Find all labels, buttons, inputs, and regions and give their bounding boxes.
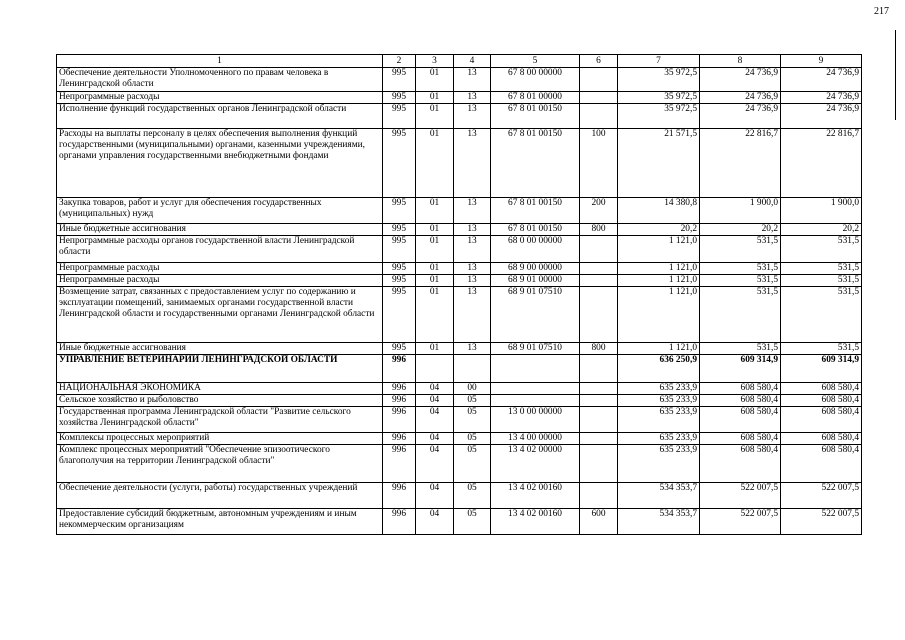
column-header-5: 5 xyxy=(491,55,580,68)
amount-col7: 635 233,9 xyxy=(618,395,700,407)
amount-col7: 1 121,0 xyxy=(618,275,700,287)
section-code: 01 xyxy=(416,104,454,129)
expense-type xyxy=(580,275,618,287)
expense-type xyxy=(580,355,618,383)
section-code: 04 xyxy=(416,395,454,407)
subsection-code: 05 xyxy=(454,483,491,509)
expense-type xyxy=(580,236,618,263)
admin-code: 995 xyxy=(383,275,416,287)
amount-col9: 522 007,5 xyxy=(781,509,862,535)
target-article: 13 0 00 00000 xyxy=(491,407,580,433)
amount-col8: 608 580,4 xyxy=(700,395,781,407)
amount-col8: 24 736,9 xyxy=(700,68,781,92)
subsection-code: 13 xyxy=(454,287,491,343)
amount-col7: 14 380,8 xyxy=(618,198,700,224)
admin-code: 996 xyxy=(383,407,416,433)
table-body xyxy=(57,68,862,535)
section-code: 01 xyxy=(416,129,454,198)
amount-col9: 608 580,4 xyxy=(781,383,862,395)
admin-code: 995 xyxy=(383,104,416,129)
column-header-6: 6 xyxy=(580,55,618,68)
section-code: 01 xyxy=(416,263,454,275)
amount-col8: 531,5 xyxy=(700,275,781,287)
column-header-4: 4 xyxy=(454,55,491,68)
admin-code: 995 xyxy=(383,343,416,355)
subsection-code: 05 xyxy=(454,445,491,483)
subsection-code: 05 xyxy=(454,407,491,433)
amount-col8: 22 816,7 xyxy=(700,129,781,198)
row-name: Предоставление субсидий бюджетным, автономным учреждениям и иным некоммерческим организациям xyxy=(57,509,383,535)
amount-col7: 21 571,5 xyxy=(618,129,700,198)
amount-col7: 1 121,0 xyxy=(618,236,700,263)
section-code: 04 xyxy=(416,445,454,483)
amount-col7: 1 121,0 xyxy=(618,263,700,275)
subsection-code: 05 xyxy=(454,509,491,535)
admin-code: 996 xyxy=(383,355,416,383)
subsection-code: 13 xyxy=(454,263,491,275)
amount-col7: 1 121,0 xyxy=(618,287,700,343)
admin-code: 995 xyxy=(383,263,416,275)
target-article: 68 9 01 00000 xyxy=(491,275,580,287)
expense-type: 800 xyxy=(580,224,618,236)
amount-col9: 608 580,4 xyxy=(781,395,862,407)
amount-col7: 534 353,7 xyxy=(618,483,700,509)
admin-code: 996 xyxy=(383,445,416,483)
expense-type xyxy=(580,263,618,275)
row-name: НАЦИОНАЛЬНАЯ ЭКОНОМИКА xyxy=(57,383,383,395)
amount-col8: 24 736,9 xyxy=(700,104,781,129)
amount-col7: 1 121,0 xyxy=(618,343,700,355)
amount-col7: 35 972,5 xyxy=(618,68,700,92)
table-row xyxy=(57,395,862,407)
amount-col7: 635 233,9 xyxy=(618,445,700,483)
column-header-1: 1 xyxy=(57,55,383,68)
amount-col7: 635 233,9 xyxy=(618,383,700,395)
section-code: 01 xyxy=(416,236,454,263)
expense-type xyxy=(580,407,618,433)
target-article: 67 8 00 00000 xyxy=(491,68,580,92)
amount-col9: 22 816,7 xyxy=(781,129,862,198)
target-article: 68 0 00 00000 xyxy=(491,236,580,263)
row-name: Иные бюджетные ассигнования xyxy=(57,343,383,355)
amount-col8: 522 007,5 xyxy=(700,483,781,509)
table-row xyxy=(57,275,862,287)
table-row xyxy=(57,92,862,104)
expense-type xyxy=(580,445,618,483)
row-name: УПРАВЛЕНИЕ ВЕТЕРИНАРИИ ЛЕНИНГРАДСКОЙ ОБЛАСТИ xyxy=(57,355,383,383)
target-article: 67 8 01 00150 xyxy=(491,198,580,224)
row-name: Иные бюджетные ассигнования xyxy=(57,224,383,236)
section-code: 01 xyxy=(416,68,454,92)
amount-col8: 20,2 xyxy=(700,224,781,236)
section-code xyxy=(416,355,454,383)
target-article: 13 4 02 00160 xyxy=(491,509,580,535)
table-row xyxy=(57,129,862,198)
expense-type xyxy=(580,104,618,129)
section-code: 01 xyxy=(416,224,454,236)
expense-type xyxy=(580,92,618,104)
row-name: Государственная программа Ленинградской области "Развитие сельского хозяйства Ленинградской области" xyxy=(57,407,383,433)
expense-type xyxy=(580,483,618,509)
table-row xyxy=(57,445,862,483)
subsection-code: 13 xyxy=(454,104,491,129)
column-header-9: 9 xyxy=(781,55,862,68)
admin-code: 995 xyxy=(383,129,416,198)
amount-col8: 609 314,9 xyxy=(700,355,781,383)
amount-col9: 24 736,9 xyxy=(781,68,862,92)
target-article: 68 9 00 00000 xyxy=(491,263,580,275)
expense-type: 800 xyxy=(580,343,618,355)
amount-col9: 531,5 xyxy=(781,275,862,287)
admin-code: 995 xyxy=(383,287,416,343)
amount-col8: 522 007,5 xyxy=(700,509,781,535)
row-name: Непрограммные расходы органов государственной власти Ленинградской области xyxy=(57,236,383,263)
expense-type: 100 xyxy=(580,129,618,198)
admin-code: 996 xyxy=(383,383,416,395)
admin-code: 995 xyxy=(383,236,416,263)
table-row xyxy=(57,343,862,355)
row-name: Комплексы процессных мероприятий xyxy=(57,433,383,445)
column-header-7: 7 xyxy=(618,55,700,68)
section-code: 01 xyxy=(416,92,454,104)
row-name: Непрограммные расходы xyxy=(57,263,383,275)
subsection-code: 05 xyxy=(454,433,491,445)
amount-col7: 636 250,9 xyxy=(618,355,700,383)
amount-col9: 20,2 xyxy=(781,224,862,236)
subsection-code: 13 xyxy=(454,129,491,198)
amount-col7: 635 233,9 xyxy=(618,433,700,445)
amount-col9: 609 314,9 xyxy=(781,355,862,383)
column-header-8: 8 xyxy=(700,55,781,68)
table-row xyxy=(57,224,862,236)
amount-col9: 531,5 xyxy=(781,287,862,343)
column-header-3: 3 xyxy=(416,55,454,68)
table-row xyxy=(57,287,862,343)
target-article xyxy=(491,355,580,383)
table-header-row xyxy=(57,55,862,68)
admin-code: 996 xyxy=(383,483,416,509)
amount-col8: 608 580,4 xyxy=(700,407,781,433)
section-code: 04 xyxy=(416,433,454,445)
subsection-code: 13 xyxy=(454,275,491,287)
admin-code: 996 xyxy=(383,509,416,535)
admin-code: 995 xyxy=(383,224,416,236)
table-row xyxy=(57,198,862,224)
subsection-code: 05 xyxy=(454,395,491,407)
page-edge-mark xyxy=(895,30,896,120)
amount-col9: 531,5 xyxy=(781,343,862,355)
amount-col7: 35 972,5 xyxy=(618,92,700,104)
column-header-2: 2 xyxy=(383,55,416,68)
row-name: Исполнение функций государственных органов Ленинградской области xyxy=(57,104,383,129)
amount-col7: 20,2 xyxy=(618,224,700,236)
expense-type: 600 xyxy=(580,509,618,535)
amount-col8: 531,5 xyxy=(700,236,781,263)
target-article: 68 9 01 07510 xyxy=(491,287,580,343)
row-name: Сельское хозяйство и рыболовство xyxy=(57,395,383,407)
admin-code: 996 xyxy=(383,395,416,407)
table-row xyxy=(57,355,862,383)
amount-col8: 608 580,4 xyxy=(700,445,781,483)
table-row xyxy=(57,68,862,92)
amount-col9: 522 007,5 xyxy=(781,483,862,509)
section-code: 04 xyxy=(416,383,454,395)
target-article: 67 8 01 00150 xyxy=(491,104,580,129)
row-name: Обеспечение деятельности Уполномоченного по правам человека в Ленинградской области xyxy=(57,68,383,92)
expense-type xyxy=(580,287,618,343)
table-row xyxy=(57,104,862,129)
subsection-code: 13 xyxy=(454,224,491,236)
amount-col9: 531,5 xyxy=(781,236,862,263)
target-article: 68 9 01 07510 xyxy=(491,343,580,355)
amount-col8: 608 580,4 xyxy=(700,433,781,445)
amount-col8: 1 900,0 xyxy=(700,198,781,224)
amount-col8: 608 580,4 xyxy=(700,383,781,395)
table-row xyxy=(57,509,862,535)
subsection-code: 13 xyxy=(454,92,491,104)
amount-col7: 35 972,5 xyxy=(618,104,700,129)
amount-col9: 1 900,0 xyxy=(781,198,862,224)
expense-type xyxy=(580,68,618,92)
target-article: 13 4 00 00000 xyxy=(491,433,580,445)
budget-table xyxy=(56,54,862,535)
section-code: 01 xyxy=(416,343,454,355)
admin-code: 995 xyxy=(383,198,416,224)
amount-col9: 608 580,4 xyxy=(781,433,862,445)
section-code: 04 xyxy=(416,483,454,509)
section-code: 04 xyxy=(416,509,454,535)
subsection-code: 13 xyxy=(454,68,491,92)
subsection-code: 13 xyxy=(454,236,491,263)
row-name: Расходы на выплаты персоналу в целях обеспечения выполнения функций государственными (муниципальными) органами, казенными учреждениями, органами управления государственными внебюджетными фондами xyxy=(57,129,383,198)
amount-col7: 534 353,7 xyxy=(618,509,700,535)
section-code: 04 xyxy=(416,407,454,433)
table-row xyxy=(57,433,862,445)
amount-col8: 24 736,9 xyxy=(700,92,781,104)
amount-col9: 608 580,4 xyxy=(781,407,862,433)
target-article: 67 8 01 00000 xyxy=(491,92,580,104)
row-name: Обеспечение деятельности (услуги, работы) государственных учреждений xyxy=(57,483,383,509)
amount-col9: 608 580,4 xyxy=(781,445,862,483)
row-name: Комплекс процессных мероприятий "Обеспечение эпизоотического благополучия на территории Ленинградской области" xyxy=(57,445,383,483)
amount-col8: 531,5 xyxy=(700,287,781,343)
row-name: Закупка товаров, работ и услуг для обеспечения государственных (муниципальных) нужд xyxy=(57,198,383,224)
table-row xyxy=(57,236,862,263)
amount-col9: 24 736,9 xyxy=(781,92,862,104)
amount-col9: 531,5 xyxy=(781,263,862,275)
admin-code: 996 xyxy=(383,433,416,445)
admin-code: 995 xyxy=(383,68,416,92)
target-article: 67 8 01 00150 xyxy=(491,129,580,198)
amount-col7: 635 233,9 xyxy=(618,407,700,433)
page-number: 217 xyxy=(874,6,889,17)
table-row xyxy=(57,263,862,275)
table-row xyxy=(57,407,862,433)
table-row xyxy=(57,383,862,395)
target-article: 13 4 02 00000 xyxy=(491,445,580,483)
target-article: 13 4 02 00160 xyxy=(491,483,580,509)
expense-type xyxy=(580,433,618,445)
section-code: 01 xyxy=(416,198,454,224)
row-name: Непрограммные расходы xyxy=(57,92,383,104)
target-article xyxy=(491,395,580,407)
amount-col8: 531,5 xyxy=(700,343,781,355)
subsection-code: 13 xyxy=(454,343,491,355)
amount-col9: 24 736,9 xyxy=(781,104,862,129)
row-name: Возмещение затрат, связанных с предоставлением услуг по содержанию и эксплуатации помещений, занимаемых органами государственной власти Ленинградской области и государственными органами Ленинградской области xyxy=(57,287,383,343)
target-article xyxy=(491,383,580,395)
row-name: Непрограммные расходы xyxy=(57,275,383,287)
expense-type xyxy=(580,395,618,407)
expense-type: 200 xyxy=(580,198,618,224)
admin-code: 995 xyxy=(383,92,416,104)
subsection-code xyxy=(454,355,491,383)
target-article: 67 8 01 00150 xyxy=(491,224,580,236)
section-code: 01 xyxy=(416,287,454,343)
expense-type xyxy=(580,383,618,395)
amount-col8: 531,5 xyxy=(700,263,781,275)
table-row xyxy=(57,483,862,509)
subsection-code: 13 xyxy=(454,198,491,224)
subsection-code: 00 xyxy=(454,383,491,395)
section-code: 01 xyxy=(416,275,454,287)
